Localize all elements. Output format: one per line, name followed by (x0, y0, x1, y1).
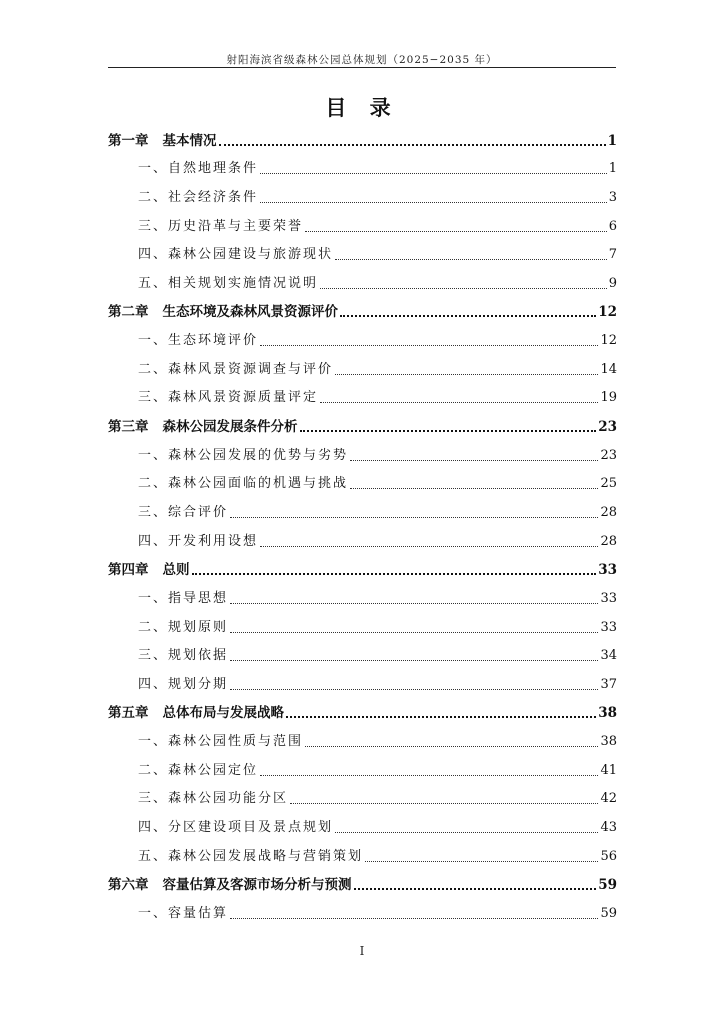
toc-dot-leader (230, 603, 598, 604)
toc-page-number: 37 (600, 676, 617, 692)
toc-entry-title: 五、森林公园发展战略与营销策划 (138, 848, 364, 864)
toc-page-number: 3 (608, 189, 617, 205)
toc-chapter-entry[interactable] (108, 298, 617, 327)
toc-page-number: 28 (600, 504, 617, 520)
toc-entry-title: 二、森林风景资源调查与评价 (138, 361, 334, 377)
toc-section-entry[interactable] (108, 355, 617, 384)
toc-section-entry[interactable] (108, 269, 617, 298)
toc-dot-leader (230, 689, 598, 690)
toc-chapter-entry[interactable] (108, 699, 617, 728)
toc-page-number: 33 (598, 562, 617, 579)
toc-dot-leader (192, 573, 597, 575)
toc-page-number: 33 (600, 619, 617, 635)
toc-entry-title: 四、规划分期 (138, 676, 229, 692)
toc-entry-title: 一、森林公园性质与范围 (138, 734, 304, 750)
toc-chapter-number: 第四章 (108, 562, 149, 579)
toc-page-number: 56 (600, 848, 617, 864)
toc-dot-leader (260, 546, 598, 547)
toc-entry-title: 森林公园发展条件分析 (162, 419, 298, 436)
toc-section-entry[interactable] (108, 384, 617, 413)
toc-page-number: 42 (600, 791, 617, 807)
toc-page-number: 1 (607, 132, 617, 149)
toc-section-entry[interactable] (108, 155, 617, 184)
toc-entry-title: 二、社会经济条件 (138, 189, 259, 205)
toc-entry-title: 三、历史沿革与主要荣誉 (138, 218, 304, 234)
toc-page-number: 59 (600, 905, 617, 921)
toc-section-entry[interactable] (108, 527, 617, 556)
toc-page-number: 9 (608, 275, 617, 291)
toc-dot-leader (290, 803, 598, 804)
toc-section-entry[interactable] (108, 470, 617, 499)
toc-page-number: 1 (608, 161, 617, 177)
toc-dot-leader (350, 460, 598, 461)
toc-page-number: 33 (600, 590, 617, 606)
toc-chapter-number: 第一章 (108, 132, 149, 149)
toc-chapter-entry[interactable] (108, 871, 617, 900)
toc-dot-leader (335, 832, 598, 833)
toc-page-number: 14 (600, 361, 617, 377)
footer-page-number: I (359, 944, 365, 958)
toc-page-number: 28 (600, 533, 617, 549)
toc-entry-title: 三、森林风景资源质量评定 (138, 390, 319, 406)
toc-entry-title: 二、规划原则 (138, 619, 229, 635)
toc-entry-title: 一、指导思想 (138, 590, 229, 606)
toc-page-number: 38 (600, 734, 617, 750)
toc-page-number: 12 (600, 333, 617, 349)
toc-chapter-number: 第五章 (108, 705, 149, 722)
toc-dot-leader (230, 660, 598, 661)
toc-page-number: 23 (598, 419, 617, 436)
toc-dot-leader (260, 202, 607, 203)
toc-section-entry[interactable] (108, 813, 617, 842)
toc-section-entry[interactable] (108, 441, 617, 470)
toc-page-number: 6 (608, 218, 617, 234)
toc-entry-title: 一、容量估算 (138, 905, 229, 921)
toc-dot-leader (219, 144, 606, 146)
toc-entry-title: 二、森林公园定位 (138, 762, 259, 778)
toc-page-number: 23 (600, 447, 617, 463)
toc-entry-title: 总体布局与发展战略 (162, 705, 284, 722)
toc-dot-leader (320, 288, 607, 289)
toc-section-entry[interactable] (108, 584, 617, 613)
toc-dot-leader (230, 517, 598, 518)
toc-dot-leader (260, 775, 598, 776)
toc-entry-title: 总则 (162, 562, 190, 579)
toc-section-entry[interactable] (108, 642, 617, 671)
toc-page-number: 34 (600, 648, 617, 664)
toc-dot-leader (305, 231, 607, 232)
toc-dot-leader (230, 918, 598, 919)
toc-dot-leader (300, 430, 597, 432)
toc-entry-title: 三、综合评价 (138, 504, 229, 520)
toc-section-entry[interactable] (108, 670, 617, 699)
toc-dot-leader (286, 716, 596, 718)
toc-section-entry[interactable] (108, 785, 617, 814)
toc-entry-title: 三、森林公园功能分区 (138, 791, 289, 807)
toc-page-number: 7 (608, 247, 617, 263)
toc-entry-title: 生态环境及森林风景资源评价 (162, 304, 338, 321)
toc-dot-leader (365, 861, 598, 862)
table-of-contents (108, 126, 617, 928)
toc-title: 目 录 (325, 95, 399, 120)
toc-chapter-entry[interactable] (108, 126, 617, 155)
toc-chapter-number: 第三章 (108, 419, 149, 436)
header-rule (108, 67, 616, 68)
toc-section-entry[interactable] (108, 498, 617, 527)
toc-dot-leader (340, 315, 596, 317)
toc-entry-title: 四、分区建设项目及景点规划 (138, 820, 334, 836)
toc-section-entry[interactable] (108, 613, 617, 642)
toc-entry-title: 一、森林公园发展的优势与劣势 (138, 447, 349, 463)
toc-dot-leader (320, 402, 598, 403)
toc-section-entry[interactable] (108, 212, 617, 241)
toc-entry-title: 四、开发利用设想 (138, 533, 259, 549)
toc-section-entry[interactable] (108, 899, 617, 928)
toc-page-number: 19 (600, 390, 617, 406)
toc-dot-leader (350, 488, 598, 489)
toc-section-entry[interactable] (108, 727, 617, 756)
toc-entry-title: 一、自然地理条件 (138, 161, 259, 177)
toc-entry-title: 四、森林公园建设与旅游现状 (138, 247, 334, 263)
toc-page-number: 12 (598, 304, 617, 321)
toc-page-number: 38 (598, 705, 617, 722)
toc-section-entry[interactable] (108, 756, 617, 785)
toc-section-entry[interactable] (108, 842, 617, 871)
toc-dot-leader (260, 345, 598, 346)
toc-chapter-number: 第二章 (108, 304, 149, 321)
toc-dot-leader (354, 888, 597, 890)
toc-dot-leader (335, 259, 607, 260)
toc-section-entry[interactable] (108, 241, 617, 270)
toc-entry-title: 容量估算及客源市场分析与预测 (162, 877, 352, 894)
toc-entry-title: 五、相关规划实施情况说明 (138, 275, 319, 291)
toc-entry-title: 基本情况 (162, 132, 217, 149)
toc-chapter-entry[interactable] (108, 412, 617, 441)
toc-page-number: 59 (598, 877, 617, 894)
running-header: 射阳海滨省级森林公园总体规划（2025−2035 年） (226, 54, 498, 66)
toc-section-entry[interactable] (108, 326, 617, 355)
toc-entry-title: 二、森林公园面临的机遇与挑战 (138, 476, 349, 492)
toc-entry-title: 一、生态环境评价 (138, 333, 259, 349)
toc-dot-leader (305, 746, 598, 747)
toc-page-number: 41 (600, 762, 617, 778)
toc-chapter-entry[interactable] (108, 556, 617, 585)
toc-dot-leader (230, 632, 598, 633)
toc-section-entry[interactable] (108, 183, 617, 212)
toc-page-number: 25 (600, 476, 617, 492)
toc-entry-title: 三、规划依据 (138, 648, 229, 664)
toc-chapter-number: 第六章 (108, 877, 149, 894)
toc-page-number: 43 (600, 820, 617, 836)
toc-dot-leader (335, 374, 598, 375)
toc-dot-leader (260, 173, 607, 174)
